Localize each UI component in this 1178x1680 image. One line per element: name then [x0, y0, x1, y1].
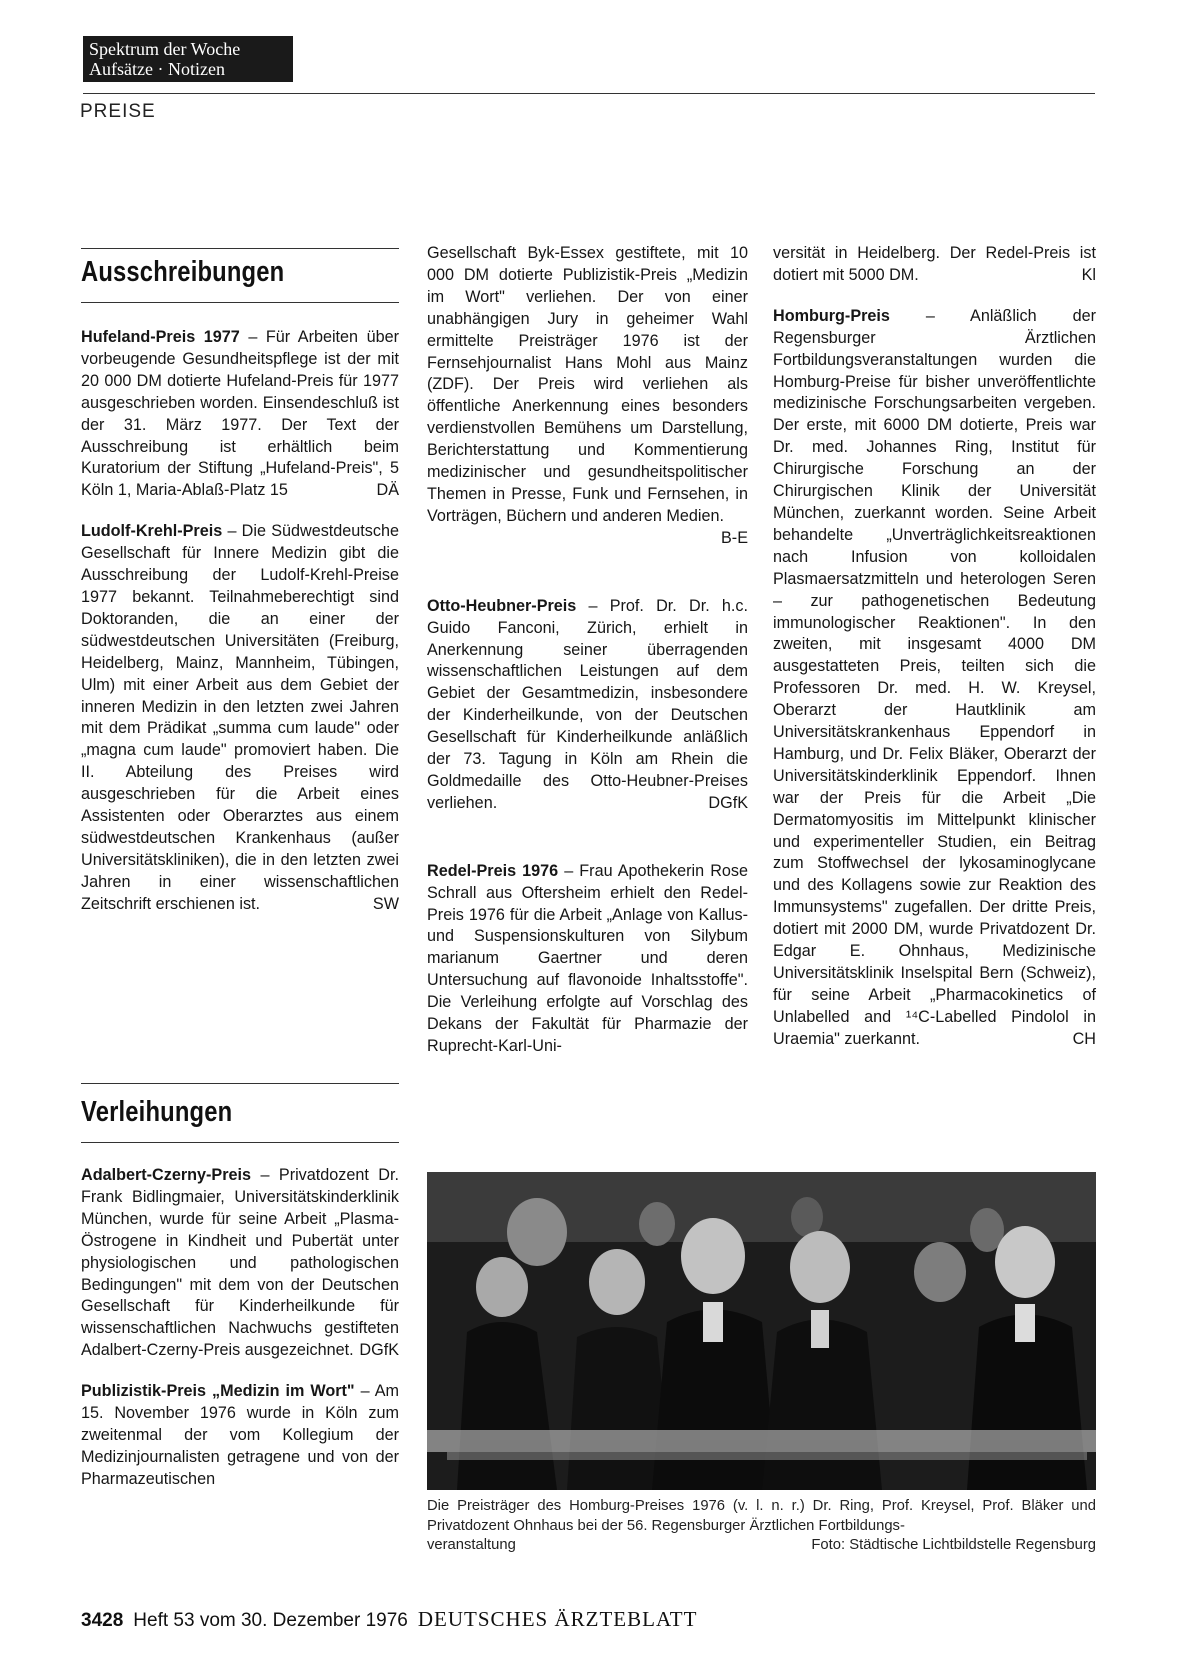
article-title: Otto-Heubner-Preis [427, 596, 577, 615]
rubric-line-1: Spektrum der Woche [89, 39, 241, 59]
article-text: versität in Heidelberg. Der Redel-Preis ist dotiert mit 5000 DM. [773, 244, 1096, 284]
heading-rule-bottom [81, 302, 399, 303]
article-source: B-E [721, 528, 748, 547]
heading-rule-bottom [81, 1142, 399, 1143]
column-3 [773, 243, 1096, 1051]
column-1-bottom [81, 1165, 399, 1491]
article-title: Redel-Preis 1976 [427, 861, 559, 880]
article-text: – Prof. Dr. Dr. h.c. Guido Fanconi, Zürich, erhielt in Anerkennung seiner überragenden wissenschaftlichen Leistungen auf dem Gebiet der Gesamtmedizin, insbesondere der Kinderheilkunde, von der Deutschen Gesellschaft für Kinderheilkunde anläßlich der 73. Tagung in Köln am Rhein die Goldmedaille des Otto-Heubner-Preises verliehen. [427, 596, 748, 812]
caption-text: Die Preisträger des Homburg-Preises 1976 (v. l. n. r.) Dr. Ring, Prof. Kreysel, Prof. Bläker und Privatdozent Ohnhaus bei der 56. Regensburger Ärztlichen Fortbildungs- [427, 1498, 1096, 1534]
page-number: 3428 [81, 1610, 124, 1631]
column-2 [427, 243, 748, 1058]
article-homburg [773, 306, 1096, 1051]
article-text: – Die Südwestdeutsche Gesellschaft für Innere Medizin gibt die Ausschreibung der Ludolf-Krehl-Preise 1977 bekannt. Teilnahmeberechtigt sind Doktoranden, die an einer der südwestdeutschen Universitäten (Freiburg, Heidelberg, Mainz, Mannheim, Tübingen, Ulm) mit einer Arbeit aus dem Gebiet der inneren Medizin in den letzten zwei Jahren mit dem Prädikat „summa cum laude" oder „magna cum laude" promoviert haben. Die II. Abteilung des Preises wird ausgeschrieben für die Arbeit eines Assistenten oder Oberarztes aus einem südwestdeutschen Krankenhaus (außer Universitätskliniken), die in den letzten zwei Jahren in einer wissenschaftlichen Zeitschrift erschienen ist. [81, 522, 399, 913]
article-text: – Am 15. November 1976 wurde in Köln zum zweitenmal der vom Kollegium der Medizinjournalisten getragene und von der Pharmazeutischen [81, 1382, 399, 1488]
photo-credit: Foto: Städtische Lichtbildstelle Regensburg [811, 1537, 1096, 1553]
article-heubner [427, 596, 748, 815]
award-winners-photo [427, 1172, 1096, 1490]
article-czerny [81, 1165, 399, 1362]
article-redel-cont [773, 243, 1096, 287]
heading-ausschreibungen: Ausschreibungen [81, 256, 285, 288]
photo-illustration [427, 1172, 1096, 1490]
article-source: DGfK [708, 793, 748, 812]
rubric-line-2: Aufsätze · Notizen [89, 59, 225, 79]
caption-end: veranstaltung [427, 1537, 516, 1553]
section-label: PREISE [80, 101, 156, 122]
heading-verleihungen: Verleihungen [81, 1096, 233, 1128]
article-title: Publizistik-Preis „Medizin im Wort" [81, 1382, 355, 1401]
article-title: Ludolf-Krehl-Preis [81, 522, 223, 541]
article-title: Homburg-Preis [773, 306, 890, 325]
article-title: Hufeland-Preis 1977 [81, 328, 240, 346]
article-source: DÄ [376, 481, 399, 500]
article-text: – Frau Apothekerin Rose Schrall aus Oftersheim erhielt den Redel-Preis 1976 für die Arbeit „Anlage von Kallus- und Suspensionskulturen von Silybum marianum Gaertner und deren Untersuchung auf flavonoide Inhaltsstoffe". Die Verleihung erfolgte auf Vorschlag des Dekans der Fakultät für Pharmazie der Ruprecht-Karl-Uni- [427, 861, 748, 1055]
article-publizistik-cont [427, 243, 748, 550]
issue-info: Heft 53 vom 30. Dezember 1976 [133, 1610, 408, 1631]
heading-rule-top [81, 248, 399, 249]
article-text: – Für Arbeiten über vorbeugende Gesundheitspflege ist der mit 20 000 DM dotierte Hufeland-Preis für 1977 ausgeschrieben worden. Einsendeschluß ist der 31. März 1977. Der Text der Ausschreibung ist erhältlich beim Kuratorium der Stiftung „Hufeland-Preis", 5 Köln 1, Maria-Ablaß-Platz 15 [81, 328, 399, 500]
photo-caption [427, 1497, 1096, 1556]
article-text: – Privatdozent Dr. Frank Bidlingmaier, Universitätskinderklinik München, wurde für seine Arbeit „Plasma-Östrogene in Kindheit und Pubertät unter physiologischen und pathologischen Bedingungen" mit dem von der Deutschen Gesellschaft für Kinderheilkunde für wissenschaftlichen Nachwuchs gestifteten Adalbert-Czerny-Preis ausgezeichnet. [81, 1166, 399, 1360]
article-krehl [81, 521, 399, 915]
rubric-box [83, 36, 293, 82]
top-rule [83, 93, 1095, 94]
article-publizistik [81, 1381, 399, 1491]
article-text: Gesellschaft Byk-Essex gestiftete, mit 10 000 DM dotierte Publizistik-Preis „Medizin im Wort" verliehen. Der von einer unabhängigen Jury in geheimer Wahl ermittelte Preisträger 1976 ist der Fernsehjournalist Hans Mohl aus Mainz (ZDF). Der Preis wird verliehen als öffentliche Anerkennung eines besonders verdienstvollen Bemühens um Darstellung, Berichterstattung und Kommentierung medizinischer und gesundheitspolitischer Themen in Presse, Funk und Fernsehen, in Vorträgen, Büchern und anderen Medien. [427, 244, 748, 525]
page-footer [81, 1607, 697, 1632]
article-text: – Anläßlich der Regensburger Ärztlichen Fortbildungsveranstaltungen wurden die Homburg-Preise für bisher unveröffentlichte medizinische Forschungsarbeiten vergeben. Der erste, mit 6000 DM dotierte, Preis war Dr. med. Johannes Ring, Institut für Chirurgische Forschung an der Chirurgischen Klinik der Universität München, zuerkannt worden. Seine Arbeit behandelte „Unverträglichkeitsreaktionen nach Infusion von kolloidalen Plasmaersatzmitteln und heterologen Seren – zur pathogenetischen Bedeutung immunologischer Reaktionen". In den zweiten, mit insgesamt 4000 DM ausgestatteten Preis, teilten sich die Professoren Dr. med. H. W. Kreysel, Oberarzt der Hautklinik am Universitätskrankenhaus Eppendorf in Hamburg, und Dr. Felix Bläker, Oberarzt der Universitätskinderklinik Eppendorf. Ihnen war der Preis für die Arbeit „Die Dermatomyositis im Mittelpunkt klinischer und experimenteller Studien, ein Beitrag zum Stoffwechsel der lykosaminoglycane und des Kollagens sowie zur Reaktion des Immunsystems" zugefallen. Der dritte Preis, dotiert mit 2000 DM, wurde Privatdozent Dr. Edgar E. Ohnhaus, Medizinische Universitätsklinik Inselspital Bern (Schweiz), für seine Arbeit „Pharmacokinetics of Unlabelled and ¹⁴C-Labelled Pindolol in Uraemia" zuerkannt. [773, 306, 1096, 1048]
caption-credit-row [427, 1536, 1096, 1556]
article-title: Adalbert-Czerny-Preis [81, 1166, 252, 1184]
article-source: SW [372, 894, 399, 913]
article-hufeland [81, 327, 399, 502]
article-source: Kl [1081, 265, 1096, 284]
article-source: DGfK [359, 1341, 399, 1360]
masthead: DEUTSCHES ÄRZTEBLATT [417, 1607, 698, 1631]
article-redel [427, 861, 748, 1058]
article-source: CH [1072, 1029, 1096, 1048]
column-1-top [81, 327, 399, 916]
heading-rule-top [81, 1083, 399, 1084]
